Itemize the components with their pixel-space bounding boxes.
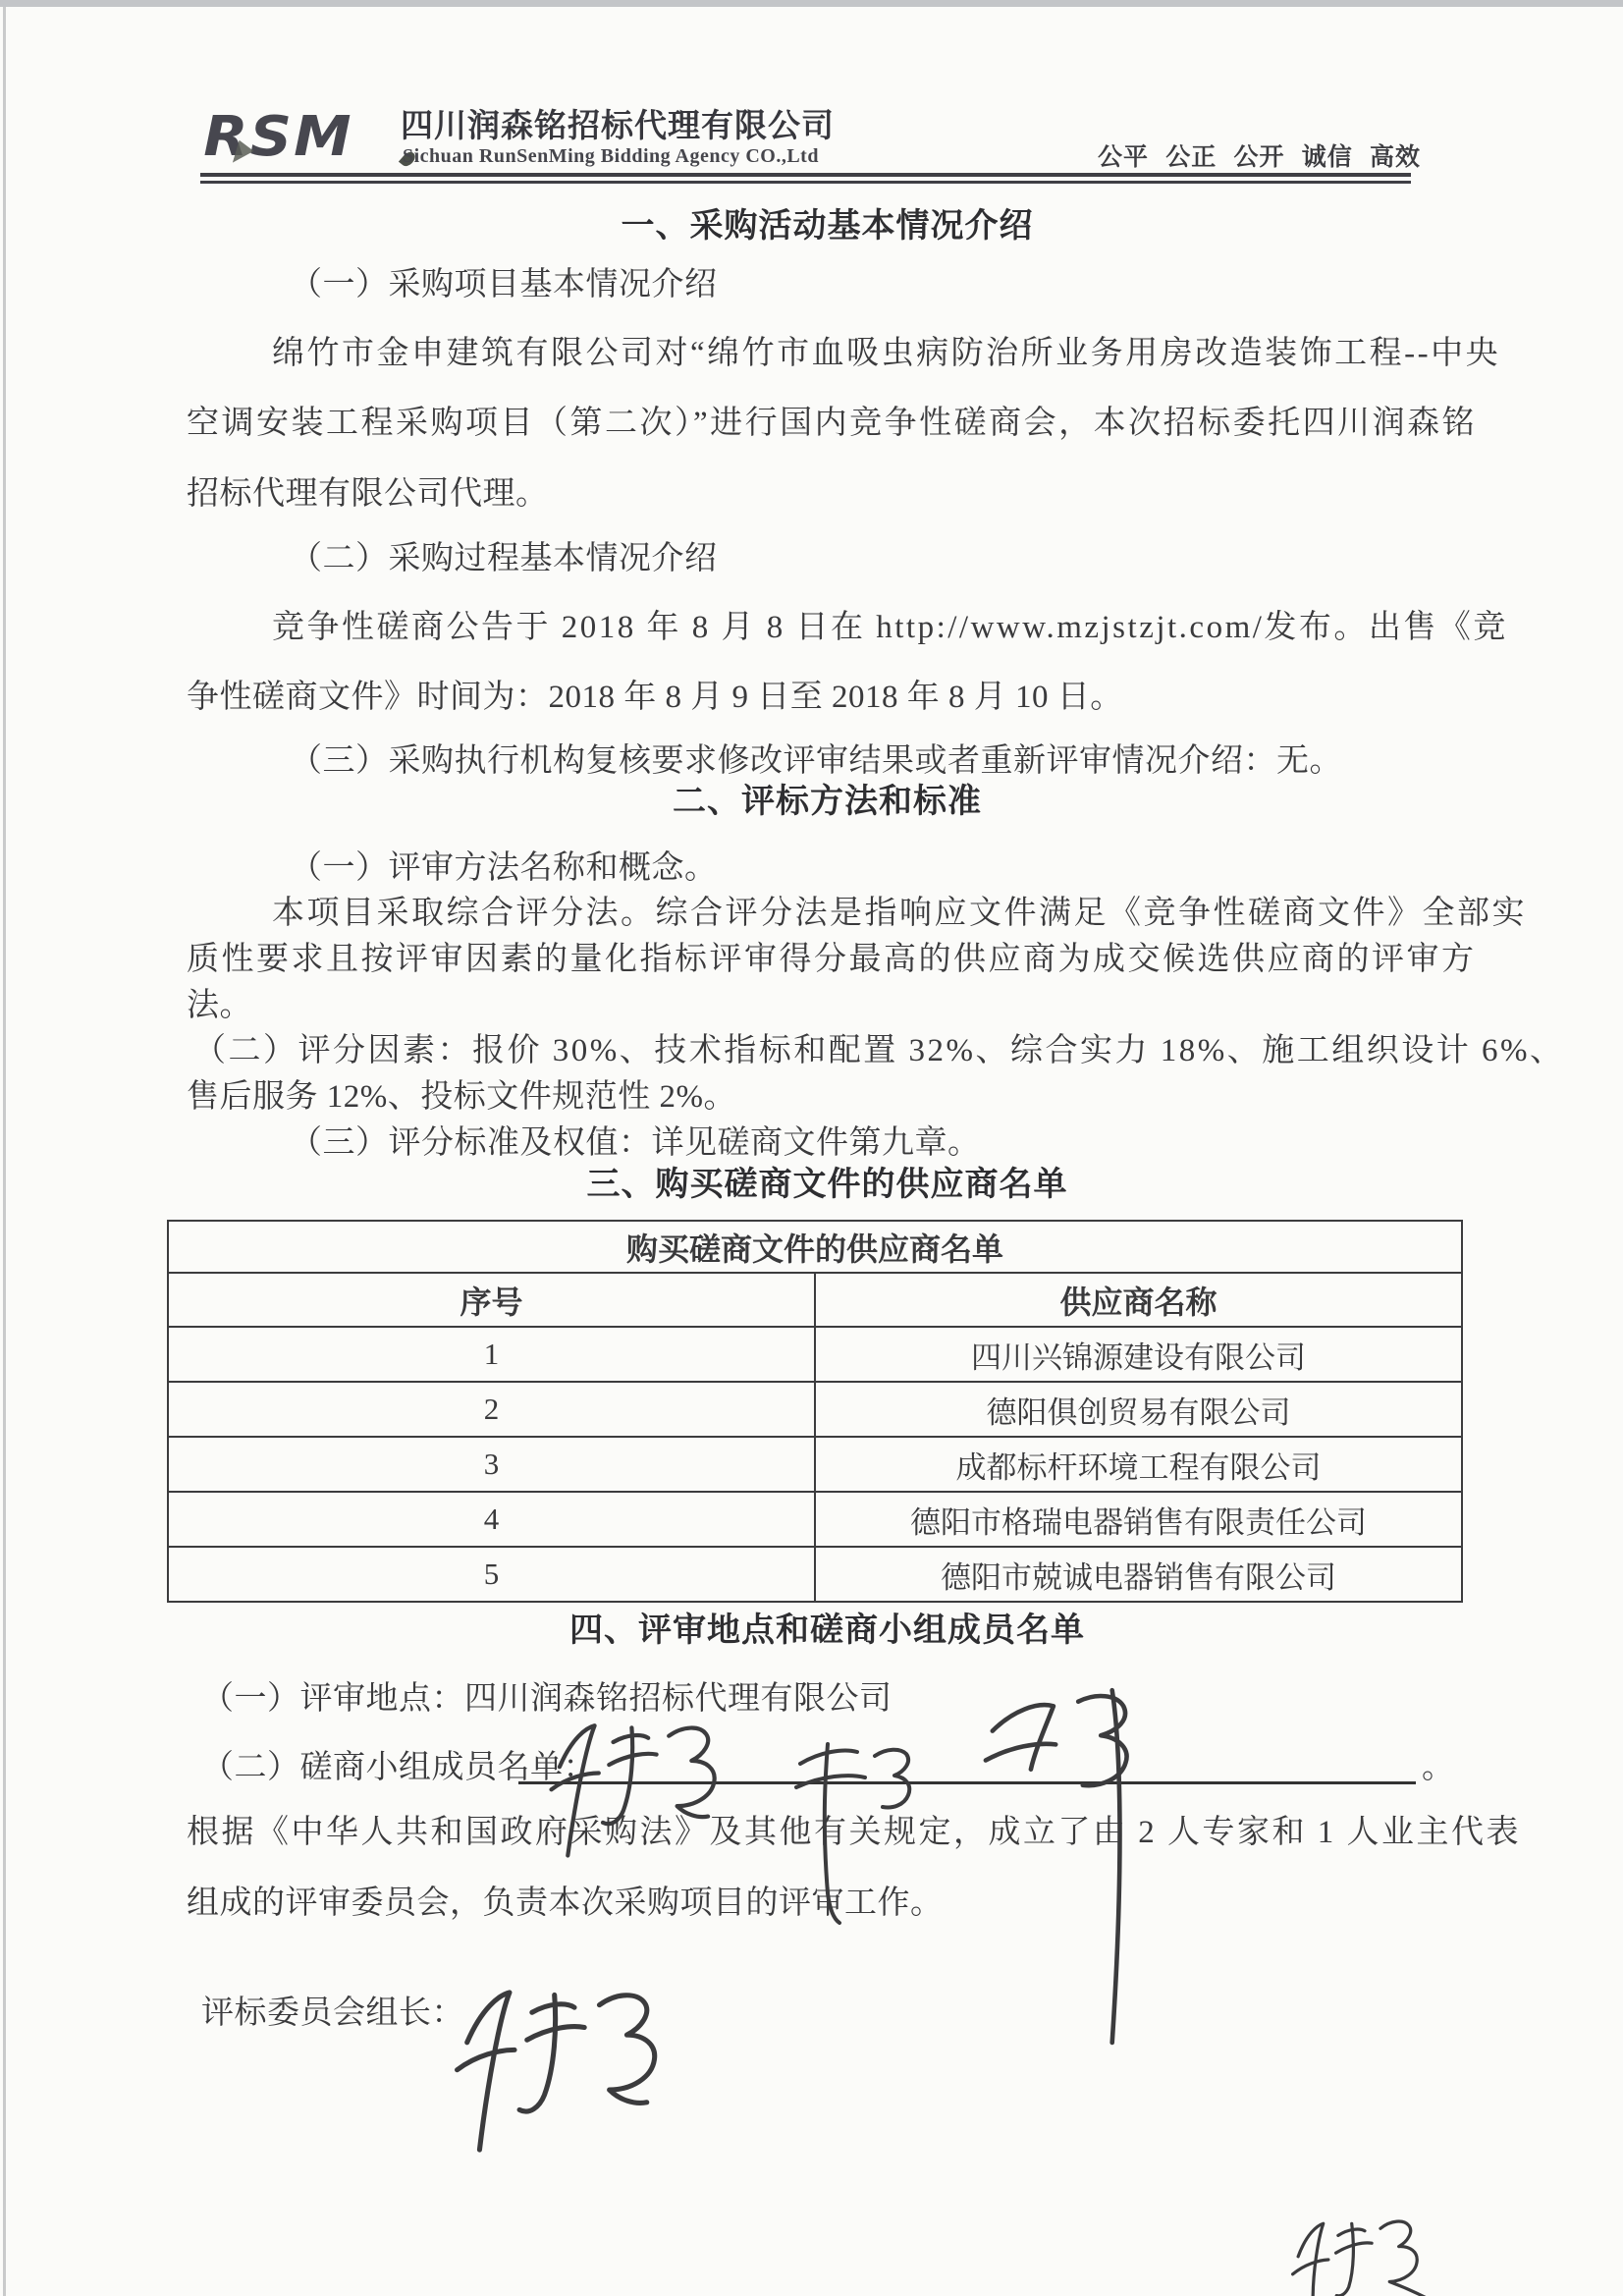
cell-no: 4 bbox=[168, 1492, 815, 1547]
handwritten-signature-footer bbox=[1266, 2193, 1453, 2296]
table-row bbox=[168, 1437, 1462, 1492]
paragraph-line: （二）评分因素：报价 30%、技术指标和配置 32%、综合实力 18%、施工组织设计 6%、 bbox=[193, 1033, 1565, 1068]
scan-edge-top bbox=[0, 0, 1623, 7]
table-row bbox=[168, 1327, 1462, 1382]
paragraph-line: 法。 bbox=[187, 988, 252, 1023]
paragraph-line: 组成的评审委员会，负责本次采购项目的评审工作。 bbox=[187, 1886, 944, 1921]
table-caption-row bbox=[168, 1221, 1462, 1273]
committee-list-label: （二）磋商小组成员名单： bbox=[201, 1750, 596, 1785]
paragraph-line: 竞争性磋商公告于 2018 年 8 月 8 日在 http://www.mzjstzjt.com/发布。出售《竞 bbox=[272, 610, 1508, 645]
section-1-sub1: （一）采购项目基本情况介绍 bbox=[290, 267, 718, 302]
cell-no: 3 bbox=[168, 1437, 815, 1492]
paragraph-line: 本项目采取综合评分法。综合评分法是指响应文件满足《竞争性磋商文件》全部实 bbox=[272, 896, 1527, 931]
column-header-name: 供应商名称 bbox=[815, 1273, 1462, 1327]
paragraph-line: 质性要求且按评审因素的量化指标评审得分最高的供应商为成交候选供应商的评审方 bbox=[187, 942, 1477, 977]
cell-no: 2 bbox=[168, 1382, 815, 1437]
header-divider bbox=[200, 173, 1411, 184]
paragraph-line: 招标代理有限公司代理。 bbox=[187, 476, 549, 512]
handwritten-signature-leader bbox=[440, 1942, 666, 2159]
committee-leader-label: 评标委员会组长： bbox=[201, 1995, 464, 2031]
handwritten-signature-3 bbox=[986, 1690, 1127, 2043]
header-slogan: 公平 公正 公开 诚信 高效 bbox=[1098, 144, 1422, 171]
scan-edge-left bbox=[3, 7, 6, 2296]
table-row bbox=[168, 1492, 1462, 1547]
cell-supplier-name: 四川兴锦源建设有限公司 bbox=[815, 1327, 1462, 1382]
sentence-period: 。 bbox=[1422, 1750, 1455, 1785]
paragraph-line: 售后服务 12%、投标文件规范性 2%。 bbox=[187, 1079, 736, 1115]
company-name-cn: 四川润森铭招标代理有限公司 bbox=[401, 107, 835, 143]
suppliers-table bbox=[167, 1220, 1463, 1603]
paragraph-line: 绵竹市金申建筑有限公司对“绵竹市血吸虫病防治所业务用房改造装饰工程--中央 bbox=[272, 336, 1501, 371]
table-row bbox=[168, 1547, 1462, 1602]
paragraph-line: （三）采购执行机构复核要求修改评审结果或者重新评审情况介绍：无。 bbox=[290, 743, 1342, 779]
section-1-title: 一、采购活动基本情况介绍 bbox=[621, 208, 1034, 245]
paragraph-line: 空调安装工程采购项目（第二次）”进行国内竞争性磋商会，本次招标委托四川润森铭 bbox=[187, 406, 1478, 441]
section-3-title: 三、购买磋商文件的供应商名单 bbox=[586, 1167, 1068, 1203]
cell-supplier-name: 德阳市格瑞电器销售有限责任公司 bbox=[815, 1492, 1462, 1547]
company-name-en: Sichuan RunSenMing Bidding Agency CO.,Ltd bbox=[403, 145, 819, 167]
paragraph-line: 争性磋商文件》时间为：2018 年 8 月 9 日至 2018 年 8 月 10 日。 bbox=[187, 680, 1123, 715]
paragraph-line: （三）评分标准及权值：详见磋商文件第九章。 bbox=[290, 1125, 981, 1161]
section-2-sub1: （一）评审方法名称和概念。 bbox=[290, 850, 718, 886]
section-1-sub2: （二）采购过程基本情况介绍 bbox=[290, 541, 718, 576]
section-4-title: 四、评审地点和磋商小组成员名单 bbox=[569, 1613, 1085, 1649]
paragraph-line: 根据《中华人共和国政府采购法》及其他有关规定，成立了由 2 人专家和 1 人业主代表 bbox=[187, 1815, 1521, 1850]
cell-supplier-name: 德阳俱创贸易有限公司 bbox=[815, 1382, 1462, 1437]
section-2-title: 二、评标方法和标准 bbox=[673, 784, 982, 820]
table-caption: 购买磋商文件的供应商名单 bbox=[168, 1221, 1462, 1273]
column-header-no: 序号 bbox=[168, 1273, 815, 1327]
cell-supplier-name: 成都标杆环境工程有限公司 bbox=[815, 1437, 1462, 1492]
cell-supplier-name: 德阳市兢诚电器销售有限公司 bbox=[815, 1547, 1462, 1602]
cell-no: 5 bbox=[168, 1547, 815, 1602]
rsm-logo bbox=[203, 105, 400, 169]
table-header-row bbox=[168, 1273, 1462, 1327]
review-location-line: （一）评审地点：四川润森铭招标代理有限公司 bbox=[201, 1681, 893, 1717]
table-row bbox=[168, 1382, 1462, 1437]
rsm-logo-text: RSM bbox=[203, 105, 353, 169]
cell-no: 1 bbox=[168, 1327, 815, 1382]
